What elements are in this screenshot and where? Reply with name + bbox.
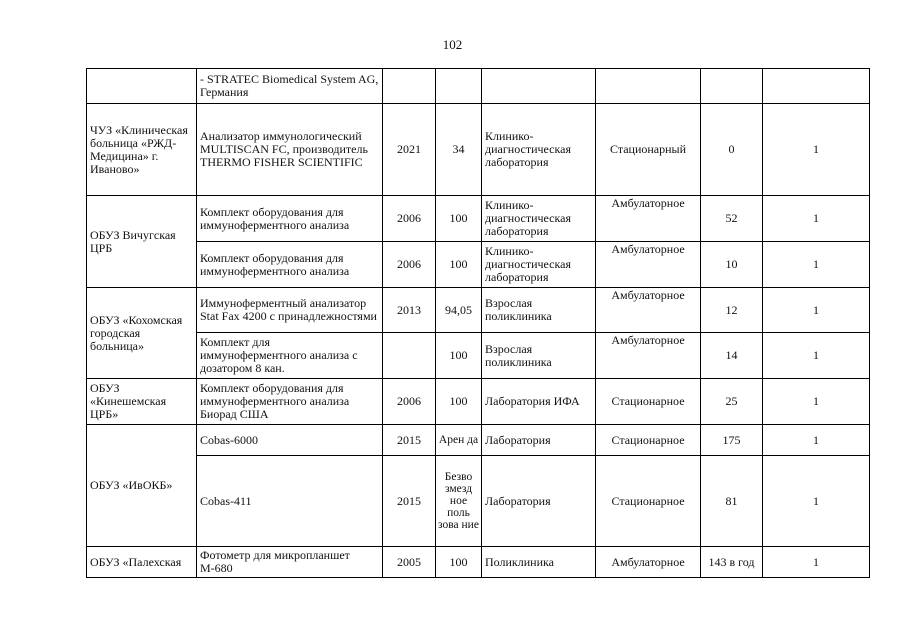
count-cell: 1 — [763, 379, 870, 425]
count-cell: 1 — [763, 456, 870, 547]
org-cell: ЧУЗ «Клиническая больница «РЖД-Медицина» г. Иваново» — [87, 104, 197, 196]
wear-cell: 100 — [436, 196, 482, 242]
count-cell: 1 — [763, 547, 870, 578]
table-row — [87, 547, 870, 578]
table-row — [87, 379, 870, 425]
equipment-table — [86, 68, 870, 578]
load-cell: 10 — [701, 242, 763, 288]
load-cell: 25 — [701, 379, 763, 425]
mode-cell: Амбулаторное — [596, 547, 701, 578]
unit-cell: Лаборатория ИФА — [482, 379, 596, 425]
year-cell — [383, 69, 436, 104]
wear-cell — [436, 69, 482, 104]
mode-cell: Амбулаторное — [596, 333, 701, 379]
count-cell — [763, 69, 870, 104]
year-cell: 2021 — [383, 104, 436, 196]
mode-cell: Стационарное — [596, 425, 701, 456]
wear-cell: 94,05 — [436, 288, 482, 333]
load-cell — [701, 69, 763, 104]
equipment-cell: Cobas-6000 — [197, 425, 383, 456]
year-cell — [383, 333, 436, 379]
load-cell: 81 — [701, 456, 763, 547]
table-row — [87, 456, 870, 547]
table-row — [87, 104, 870, 196]
mode-cell: Стационарное — [596, 379, 701, 425]
equipment-cell: Анализатор иммунологический MULTISCAN FC, производитель THERMO FISHER SCIENTIFIC — [197, 104, 383, 196]
unit-cell: Клинико-диагностическая лаборатория — [482, 196, 596, 242]
equipment-cell: - STRATEC Biomedical System AG, Германия — [197, 69, 383, 104]
unit-cell: Поликлиника — [482, 547, 596, 578]
load-cell: 52 — [701, 196, 763, 242]
mode-cell: Амбулаторное — [596, 288, 701, 333]
table-row — [87, 425, 870, 456]
wear-cell: 100 — [436, 333, 482, 379]
org-cell — [87, 69, 197, 104]
table-row — [87, 288, 870, 333]
mode-cell: Стационарное — [596, 456, 701, 547]
org-cell: ОБУЗ Вичугская ЦРБ — [87, 196, 197, 288]
mode-cell: Стационарный — [596, 104, 701, 196]
year-cell: 2015 — [383, 456, 436, 547]
load-cell: 175 — [701, 425, 763, 456]
wear-cell: 100 — [436, 547, 482, 578]
year-cell: 2006 — [383, 379, 436, 425]
load-cell: 12 — [701, 288, 763, 333]
count-cell: 1 — [763, 104, 870, 196]
org-cell: ОБУЗ «Палехская — [87, 547, 197, 578]
equipment-cell: Фотометр для микропланшет М-680 — [197, 547, 383, 578]
year-cell: 2005 — [383, 547, 436, 578]
load-cell: 143 в год — [701, 547, 763, 578]
equipment-cell: Комплект оборудования для иммуноферментного анализа Биорад США — [197, 379, 383, 425]
wear-cell: Арен да — [436, 425, 482, 456]
count-cell: 1 — [763, 333, 870, 379]
load-cell: 14 — [701, 333, 763, 379]
org-cell: ОБУЗ «Кинешемская ЦРБ» — [87, 379, 197, 425]
unit-cell: Клинико-диагностическая лаборатория — [482, 242, 596, 288]
count-cell: 1 — [763, 242, 870, 288]
org-cell: ОБУЗ «Кохомская городская больница» — [87, 288, 197, 379]
year-cell: 2006 — [383, 196, 436, 242]
unit-cell: Взрослая поликлиника — [482, 288, 596, 333]
count-cell: 1 — [763, 425, 870, 456]
wear-cell: 100 — [436, 242, 482, 288]
unit-cell: Клинико-диагностическая лаборатория — [482, 104, 596, 196]
table-row — [87, 69, 870, 104]
year-cell: 2015 — [383, 425, 436, 456]
count-cell: 1 — [763, 196, 870, 242]
wear-cell: 100 — [436, 379, 482, 425]
table-row — [87, 196, 870, 242]
page-number: 102 — [442, 37, 463, 52]
unit-cell: Лаборатория — [482, 456, 596, 547]
mode-cell: Амбулаторное — [596, 196, 701, 242]
count-cell: 1 — [763, 288, 870, 333]
unit-cell: Взрослая поликлиника — [482, 333, 596, 379]
unit-cell — [482, 69, 596, 104]
equipment-cell: Иммуноферментный анализатор Stat Fax 4200 с принадлежностями — [197, 288, 383, 333]
table-row — [87, 242, 870, 288]
wear-cell: 34 — [436, 104, 482, 196]
org-cell: ОБУЗ «ИвОКБ» — [87, 425, 197, 547]
mode-cell: Амбулаторное — [596, 242, 701, 288]
year-cell: 2013 — [383, 288, 436, 333]
year-cell: 2006 — [383, 242, 436, 288]
equipment-cell: Cobas-411 — [197, 456, 383, 547]
unit-cell: Лаборатория — [482, 425, 596, 456]
mode-cell — [596, 69, 701, 104]
load-cell: 0 — [701, 104, 763, 196]
table-row — [87, 333, 870, 379]
equipment-cell: Комплект для иммуноферментного анализа с дозатором 8 кан. — [197, 333, 383, 379]
equipment-cell: Комплект оборудования для иммуноферментного анализа — [197, 242, 383, 288]
equipment-cell: Комплект оборудования для иммуноферментного анализа — [197, 196, 383, 242]
wear-cell: Безво змезд ное поль зова ние — [436, 456, 482, 547]
